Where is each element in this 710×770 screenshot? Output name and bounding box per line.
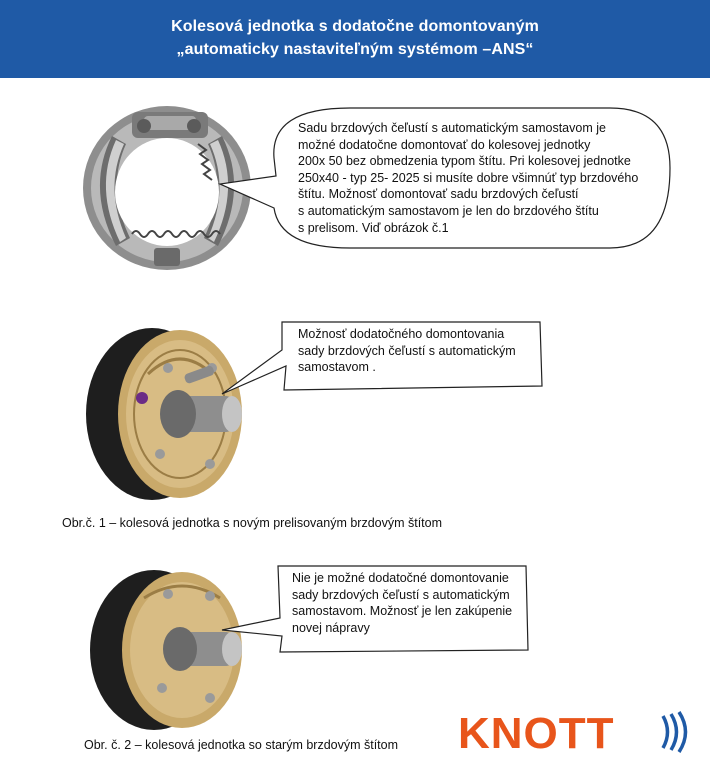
callout-3-line: Nie je možné dodatočné domontovanie [292, 571, 509, 585]
page-title-line-2: „automaticky nastaviteľným systémom –ANS“ [176, 41, 534, 58]
callout-1-line: 200x 50 bez obmedzenia typom štítu. Pri kolesovej jednotke [298, 154, 631, 169]
callout-text-3 [292, 570, 512, 636]
callout-3-line: samostavom. Možnosť je len zakúpenie [292, 604, 513, 619]
callout-1-line: Sadu brzdových čeľustí s automatickým samostavom je [298, 121, 606, 135]
callout-text-1 [298, 120, 638, 236]
callout-2-line: samostavom . [298, 360, 376, 375]
figure-1-caption: Obr.č. 1 – kolesová jednotka s novým prelisovaným brzdovým štítom [62, 516, 443, 530]
callout-1-line: s prelisom. Viď obrázok č.1 [298, 220, 449, 235]
knott-logo-text: KNOTT [458, 709, 615, 756]
callout-3-line: sady brzdových čeľustí s automatickým [292, 587, 510, 602]
callout-1-line: možné dodatočne domontovať do kolesovej jednotky [298, 137, 591, 152]
knott-logo [458, 708, 698, 756]
callout-3-line: novej nápravy [292, 620, 370, 635]
callout-2-line: sady brzdových čeľustí s automatickým [298, 343, 516, 358]
page-title-line-1: Kolesová jednotka s dodatočne domontovaným [171, 18, 539, 35]
callout-2-line: Možnosť dodatočného domontovania [298, 327, 505, 341]
callout-text-2 [298, 326, 516, 376]
callout-1-line: štítu. Možnosť domontovať sadu brzdových čeľustí [298, 187, 579, 202]
figure-2-caption: Obr. č. 2 – kolesová jednotka so starým brzdovým štítom [84, 738, 399, 752]
callout-1-line: s automatickým samostavom je len do brzdového štítu [298, 203, 599, 218]
header-banner [0, 0, 710, 78]
callout-1-line: 250x40 - typ 25- 2025 si musíte dobre všimnúť typ brzdového [298, 170, 639, 185]
